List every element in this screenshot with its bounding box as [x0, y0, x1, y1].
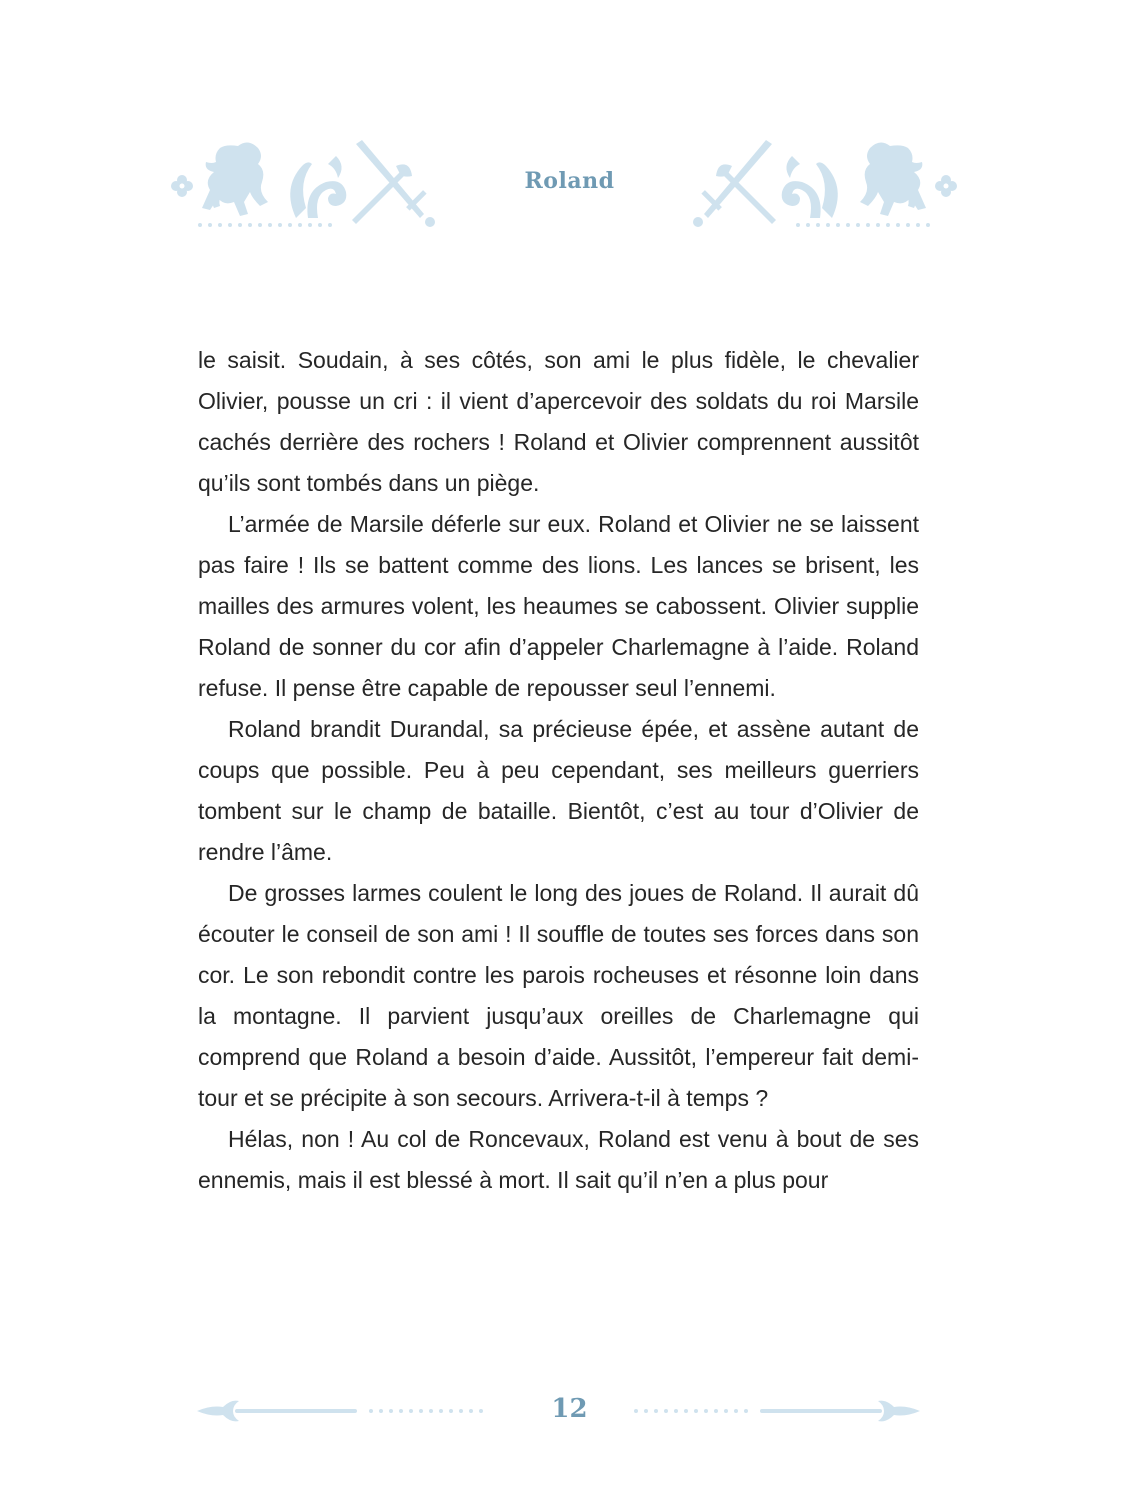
scroll-flourish-icon: [782, 156, 838, 218]
crossed-swords-icon: [693, 140, 776, 227]
dotted-rule: [796, 223, 930, 227]
running-header-title: Roland: [524, 168, 615, 194]
footer-ornament-right: [622, 1396, 922, 1426]
paragraph: Roland brandit Durandal, sa précieuse épée, et assène autant de coups que possible. Peu à peu cependant, ses meilleurs guerriers tombent sur le champ de bataille. Bientôt, c’est au tour d’Olivier de rendre l’âme.: [198, 716, 919, 865]
paragraph: Hélas, non ! Au col de Roncevaux, Roland est venu à bout de ses ennemis, mais il est blessé à mort. Il sait qu’il n’en a plus pour: [198, 1126, 919, 1193]
dotted-rule: [198, 223, 332, 227]
paragraph: De grosses larmes coulent le long des joues de Roland. Il aurait dû écouter le conseil de son ami ! Il souffle de toutes ses forces dans son cor. Le son rebondit contre les parois rocheuses et résonne loin dans la montagne. Il parvient jusqu’aux oreilles de Charlemagne qui comprend que Roland a besoin d’aide. Aussitôt, l’empereur fait demi-tour et se précipite à son secours. Arrivera-t-il à temps ?: [198, 880, 919, 1111]
paragraph: le saisit. Soudain, à ses côtés, son ami le plus fidèle, le chevalier Olivier, pousse un cri : il vient d’apercevoir des soldats du roi Marsile cachés derrière des rochers ! Roland et Olivier comprennent aussitôt qu’ils sont tombés dans un piège.: [198, 347, 919, 496]
header-ornament-right: [690, 128, 960, 233]
paragraph: L’armée de Marsile déferle sur eux. Roland et Olivier ne se laissent pas faire ! Ils se battent comme des lions. Les lances se brisent, les mailles des armures volent, les heaumes se cabossent. Olivier supplie Roland de sonner du cor afin d’appeler Charlemagne à l’aide. Roland refuse. Il pense être capable de repousser seul l’ennemi.: [198, 511, 919, 701]
arrow-flourish-icon: [634, 1401, 920, 1422]
page-number: 12: [551, 1394, 588, 1424]
lion-icon: [860, 142, 926, 216]
body-text: [198, 340, 919, 1201]
cross-flower-icon: [935, 175, 957, 197]
